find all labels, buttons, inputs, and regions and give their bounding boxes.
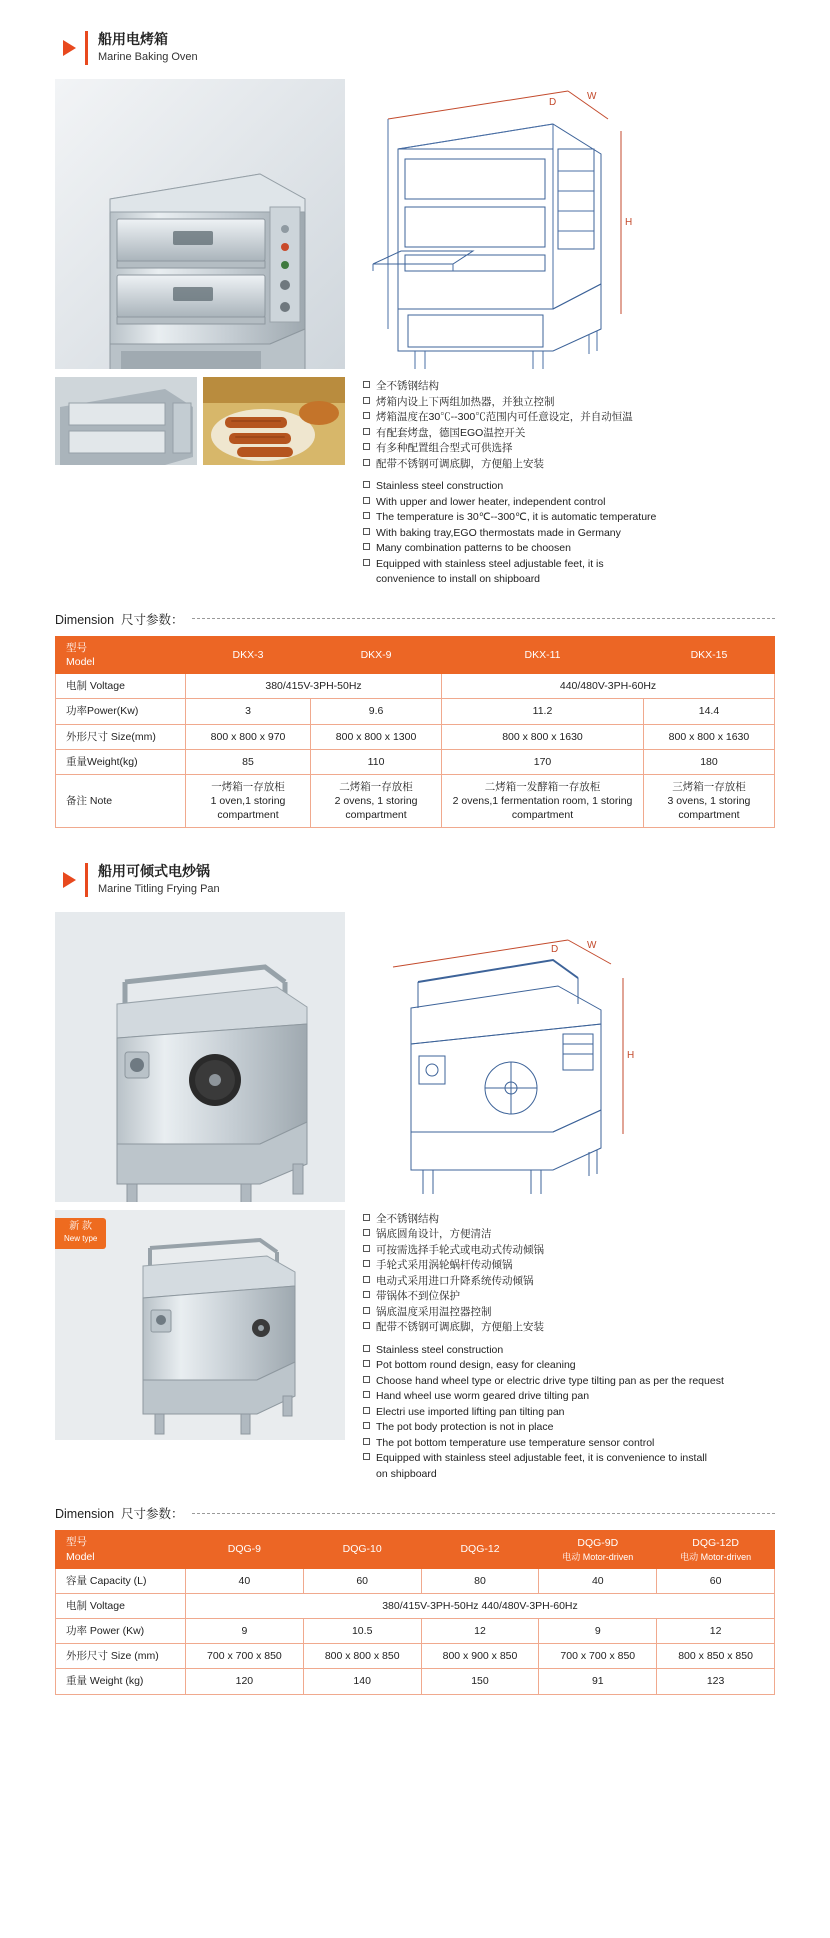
table-cell: 800 x 800 x 1300: [311, 724, 442, 749]
badge-label-cn: 新 款: [69, 1220, 93, 1232]
feature-cn-item: 有多种配置组合型式可供选择: [363, 441, 775, 457]
drawing-label-d: D: [549, 97, 557, 109]
table-cell: 二烤箱一发酵箱一存放柜 2 ovens,1 fermentation room, 1 storing compartment: [442, 774, 644, 828]
drawing-label-w: W: [587, 91, 597, 103]
product-image-row: [55, 912, 775, 1202]
checkbox-icon: [363, 1422, 370, 1429]
checkbox-icon: [363, 1260, 370, 1267]
checkbox-icon: [363, 1229, 370, 1236]
thumbnail-baked-food: [203, 377, 345, 465]
row-label: 外形尺寸 Size(mm): [56, 724, 186, 749]
table-cell: 800 x 850 x 850: [657, 1644, 775, 1669]
table-cell: 11.2: [442, 699, 644, 724]
product-photo-frying-pan: [55, 912, 345, 1202]
table-header-cell: DQG-12: [421, 1531, 539, 1568]
feature-cn-item: 全不锈钢结构: [363, 379, 775, 395]
feature-cn-item: 配带不锈钢可调底脚，方便船上安装: [363, 1320, 775, 1336]
dimension-label-cn: 尺寸参数：: [121, 612, 184, 627]
triangle-icon: [63, 40, 76, 56]
table-cell: 700 x 700 x 850: [539, 1644, 657, 1669]
checkbox-icon: [363, 559, 370, 566]
table-row: [56, 699, 775, 724]
drawing-label-h: H: [627, 1049, 635, 1061]
feature-cn-item: 手轮式采用涡轮蜗杆传动倾锅: [363, 1258, 775, 1274]
dashed-rule: [192, 1513, 775, 1514]
table-header-model: 型号 Model: [56, 1531, 186, 1568]
feature-en-item: Equipped with stainless steel adjustable feet, it is: [363, 557, 775, 573]
row-label: 功率Power(Kw): [56, 699, 186, 724]
checkbox-icon: [363, 1360, 370, 1367]
checkbox-icon: [363, 497, 370, 504]
checkbox-icon: [363, 543, 370, 550]
dimension-label-en: Dimension: [55, 1507, 115, 1522]
table-cell: 700 x 700 x 850: [186, 1644, 304, 1669]
checkbox-icon: [363, 459, 370, 466]
checkbox-icon: [363, 381, 370, 388]
product-image-row: [55, 79, 775, 369]
table-row: [56, 1568, 775, 1593]
table-cell: 140: [303, 1669, 421, 1694]
row-label: 重量Weight(kg): [56, 749, 186, 774]
table-cell: 12: [657, 1619, 775, 1644]
divider-bar: [85, 863, 88, 897]
checkbox-icon: [363, 397, 370, 404]
table-cell: 9: [186, 1619, 304, 1644]
drawing-label-d: D: [551, 943, 559, 955]
section-title-en: Marine Baking Oven: [98, 50, 198, 63]
table-row: [56, 724, 775, 749]
section-title-cn: 船用电烤箱: [98, 31, 168, 47]
table-cell: 三烤箱一存放柜 3 ovens, 1 storing compartment: [643, 774, 774, 828]
table-header-cell: DQG-9D 电动 Motor-driven: [539, 1531, 657, 1568]
checkbox-icon: [363, 528, 370, 535]
table-cell: 3: [186, 699, 311, 724]
table-row: [56, 1593, 775, 1618]
technical-drawing-frying-pan: [353, 912, 643, 1202]
table-cell: 440/480V-3PH-60Hz: [442, 674, 775, 699]
dashed-rule: [192, 618, 775, 619]
row-label: 外形尺寸 Size (mm): [56, 1644, 186, 1669]
table-cell: 80: [421, 1568, 539, 1593]
product-photo-new-type: [55, 1210, 345, 1483]
table-header-cell: DKX-9: [311, 636, 442, 673]
table-cell: 380/415V-3PH-50Hz 440/480V-3PH-60Hz: [186, 1593, 775, 1618]
product-photo-oven: [55, 79, 345, 369]
table-row: [56, 749, 775, 774]
checkbox-icon: [363, 1407, 370, 1414]
feature-en-item: Choose hand wheel type or electric drive type tilting pan as per the request: [363, 1374, 775, 1390]
table-cell: 12: [421, 1619, 539, 1644]
checkbox-icon: [363, 1214, 370, 1221]
checkbox-icon: [363, 512, 370, 519]
checkbox-icon: [363, 1438, 370, 1445]
table-row: [56, 1669, 775, 1694]
feature-cn-item: 烤箱温度在30℃--300℃范围内可任意设定，并自动恒温: [363, 410, 775, 426]
feature-en-item: Many combination patterns to be choosen: [363, 541, 775, 557]
feature-en-item: Electri use imported lifting pan tilting pan: [363, 1405, 775, 1421]
row-label: 功率 Power (Kw): [56, 1619, 186, 1644]
thumbs-and-features-row: [55, 377, 775, 588]
row-label: 容量 Capacity (L): [56, 1568, 186, 1593]
feature-cn-item: 配带不锈钢可调底脚，方便船上安装: [363, 457, 775, 473]
section-header: [55, 862, 775, 897]
triangle-icon: [63, 872, 76, 888]
feature-en-item: Pot bottom round design, easy for cleaning: [363, 1358, 775, 1374]
feature-cn-item: 锅底圆角设计，方便清洁: [363, 1227, 775, 1243]
table-cell: 110: [311, 749, 442, 774]
checkbox-icon: [363, 1291, 370, 1298]
table-cell: 123: [657, 1669, 775, 1694]
section-header: [55, 30, 775, 65]
feature-cn-item: 全不锈钢结构: [363, 1212, 775, 1228]
table-cell: 60: [303, 1568, 421, 1593]
section-marine-baking-oven: [55, 30, 775, 828]
table-header-cell: DQG-10: [303, 1531, 421, 1568]
feature-en-item-cont: on shipboard: [376, 1467, 437, 1480]
checkbox-icon: [363, 412, 370, 419]
table-cell: 800 x 800 x 850: [303, 1644, 421, 1669]
new-type-badge: [55, 1218, 106, 1249]
table-cell: 800 x 800 x 1630: [442, 724, 644, 749]
table-cell: 一烤箱一存放柜 1 oven,1 storing compartment: [186, 774, 311, 828]
feature-en-item: With upper and lower heater, independent control: [363, 495, 775, 511]
row-label: 电制 Voltage: [56, 674, 186, 699]
feature-en-item: The pot bottom temperature use temperature sensor control: [363, 1436, 775, 1452]
feature-cn-item: 锅底温度采用温控器控制: [363, 1305, 775, 1321]
table-cell: 800 x 900 x 850: [421, 1644, 539, 1669]
divider-bar: [85, 31, 88, 65]
table-cell: 10.5: [303, 1619, 421, 1644]
drawing-label-w: W: [587, 939, 597, 951]
feature-cn-item: 烤箱内设上下两组加热器，并独立控制: [363, 395, 775, 411]
table-cell: 180: [643, 749, 774, 774]
table-cell: 170: [442, 749, 644, 774]
table-cell: 40: [539, 1568, 657, 1593]
feature-en-item: With baking tray,EGO thermostats made in Germany: [363, 526, 775, 542]
table-row: [56, 674, 775, 699]
feature-en-item: Stainless steel construction: [363, 479, 775, 495]
checkbox-icon: [363, 1322, 370, 1329]
table-cell: 800 x 800 x 970: [186, 724, 311, 749]
section-title-cn: 船用可倾式电炒锅: [98, 863, 210, 880]
table-cell: 91: [539, 1669, 657, 1694]
feature-cn-item: 有配套烤盘，德国EGO温控开关: [363, 426, 775, 442]
checkbox-icon: [363, 481, 370, 488]
thumbnail-strip: [55, 377, 345, 588]
dimension-label-en: Dimension: [55, 612, 115, 627]
table-header-model: 型号 Model: [56, 636, 186, 673]
table-row: [56, 1619, 775, 1644]
table-row: [56, 1644, 775, 1669]
checkbox-icon: [363, 1345, 370, 1352]
feature-cn-item: 电动式采用进口升降系统传动倾锅: [363, 1274, 775, 1290]
table-cell: 150: [421, 1669, 539, 1694]
checkbox-icon: [363, 1376, 370, 1383]
dimension-label-cn: 尺寸参数：: [121, 1507, 184, 1522]
table-cell: 9.6: [311, 699, 442, 724]
dimension-heading: [55, 1504, 775, 1522]
feature-en-item: Stainless steel construction: [363, 1343, 775, 1359]
checkbox-icon: [363, 428, 370, 435]
dimension-heading: [55, 610, 775, 628]
thumbnail-oven-interior: [55, 377, 197, 465]
table-header-cell: DQG-12D 电动 Motor-driven: [657, 1531, 775, 1568]
checkbox-icon: [363, 1245, 370, 1252]
feature-en-item: The pot body protection is not in place: [363, 1420, 775, 1436]
section-marine-tilting-frying-pan: [55, 862, 775, 1694]
table-cell: 800 x 800 x 1630: [643, 724, 774, 749]
feature-cn-item: 带锅体不到位保护: [363, 1289, 775, 1305]
table-row: [56, 774, 775, 828]
table-cell: 85: [186, 749, 311, 774]
checkbox-icon: [363, 1391, 370, 1398]
badge-label-en: New type: [64, 1233, 98, 1243]
table-header-row: [56, 636, 775, 673]
photo-and-features-row: [55, 1210, 775, 1483]
feature-list-oven: [353, 377, 775, 588]
table-cell: 14.4: [643, 699, 774, 724]
drawing-label-h: H: [625, 217, 633, 229]
checkbox-icon: [363, 1453, 370, 1460]
section-title-en: Marine Titling Frying Pan: [98, 883, 220, 896]
feature-cn-item: 可按需选择手轮式或电动式传动倾锅: [363, 1243, 775, 1259]
checkbox-icon: [363, 1307, 370, 1314]
table-header-cell: DQG-9: [186, 1531, 304, 1568]
feature-en-item: The temperature is 30℃--300℃, it is automatic temperature: [363, 510, 775, 526]
table-cell: 60: [657, 1568, 775, 1593]
checkbox-icon: [363, 443, 370, 450]
table-header-row: [56, 1531, 775, 1568]
table-cell: 40: [186, 1568, 304, 1593]
checkbox-icon: [363, 1276, 370, 1283]
feature-en-item: Hand wheel use worm geared drive tilting pan: [363, 1389, 775, 1405]
table-cell: 二烤箱一存放柜 2 ovens, 1 storing compartment: [311, 774, 442, 828]
row-label: 重量 Weight (kg): [56, 1669, 186, 1694]
table-cell: 380/415V-3PH-50Hz: [186, 674, 442, 699]
spec-table-frying-pan: [55, 1530, 775, 1694]
table-header-cell: DKX-11: [442, 636, 644, 673]
table-cell: 120: [186, 1669, 304, 1694]
table-header-cell: DKX-3: [186, 636, 311, 673]
table-header-cell: DKX-15: [643, 636, 774, 673]
feature-list-frying-pan: [353, 1210, 775, 1483]
feature-en-item-cont: convenience to install on shipboard: [376, 573, 541, 586]
technical-drawing-oven: [353, 79, 643, 369]
row-label: 电制 Voltage: [56, 1593, 186, 1618]
row-label: 备注 Note: [56, 774, 186, 828]
table-cell: 9: [539, 1619, 657, 1644]
feature-en-item: Equipped with stainless steel adjustable feet, it is convenience to install: [363, 1451, 775, 1467]
spec-table-oven: [55, 636, 775, 829]
